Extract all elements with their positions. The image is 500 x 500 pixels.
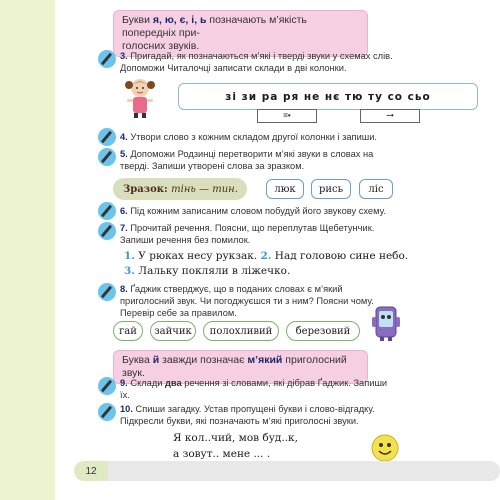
task-3 [98,50,486,74]
rule-text: Букви [122,14,153,26]
pencil-icon [98,50,116,68]
task-number: 9. [120,378,128,388]
word-chip [150,321,196,341]
pencil-icon [98,202,116,220]
task-text: Утвори слово з кожним складом другої колонки і запиши. [127,132,378,142]
syllables-box [178,83,478,110]
pencil-icon [98,403,116,421]
word-chip [359,179,393,199]
task-8 [98,283,486,319]
task-text: Допоможи Родзинці перетворити м’які звуки в словах на [127,149,374,159]
task-number: 10. [120,404,133,414]
task-6 [98,202,486,220]
rule-letters: й [152,354,160,366]
word-text: полохливий [209,325,273,337]
sentence-text: Над головою сине небо. [271,250,409,262]
page-number-text: 12 [85,465,97,477]
left-margin-strip [0,0,55,500]
schema-soft [360,109,420,123]
sentence-number: 1. [124,250,135,262]
word-chip [286,321,360,341]
rule-text: позначають м’якість попередніх при- [122,14,307,39]
rule-letters: я, ю, є, і, ь [152,14,207,26]
task-bold: два [165,378,182,388]
task-text: їх. [120,390,130,400]
pencil-icon [98,148,116,166]
word-chip [266,179,304,199]
schema-symbol: −• [386,111,394,120]
task-text: Склади [127,378,166,388]
example-label: Зразок: [123,183,168,195]
task-7 [98,222,486,246]
task-text: Підкресли букви, які позначають м’які приголосні звуки. [120,416,359,426]
word-chip [113,321,143,341]
rule-text: Буква [122,354,153,366]
task-number: 7. [120,223,128,233]
word-text: гай [119,325,137,337]
riddle-line [173,432,298,444]
word-text: люк [274,183,296,195]
task-text: речення зі словами, які дібрав Ґаджик. Запиши [181,378,388,388]
rule-text: завжди позначає [159,354,248,366]
task-number: 8. [120,284,128,294]
bottom-bar [108,461,500,481]
task-5 [98,148,486,172]
task-text: Запиши речення без помилок. [120,235,251,245]
task-text: Під кожним записаним словом побудуй його звукову схему. [127,206,386,216]
task-10 [98,403,486,427]
task-text: Пригадай, як позначаються м’які і тверді звуки у схемах слів. [127,51,393,61]
sentence-number: 2. [260,250,272,262]
task-text: Ґаджик стверджує, що в поданих словах є м’який [127,284,343,294]
word-text: ліс [368,183,384,195]
example-text: тінь — тин. [171,183,238,195]
task-number: 5. [120,149,128,159]
pencil-icon [98,377,116,395]
task-number: 4. [120,132,128,142]
riddle-text: Я кол..чий, мов буд..к, [173,432,298,444]
pencil-icon [98,222,116,240]
sentence-line [124,249,408,264]
sentence-line [124,264,290,279]
sentence-number: 3. [124,265,135,277]
rule-text: приголосний звук. [122,354,347,379]
task-text: Спиши загадку. Устав пропущені букви і слово-відгадку. [132,404,375,414]
word-chip [311,179,351,199]
riddle-text: а зовут.. мене ... . [173,448,271,460]
rule-text: голосних звуків. [122,40,200,52]
smiley-icon [371,434,399,462]
task-text: приголосний звук. Чи погоджуєшся ти з ним? Поясни чому. [120,296,374,306]
task-text: Допоможи Читалочці записати склади в дві колонки. [120,63,347,73]
word-chip [203,321,279,341]
pencil-icon [98,128,116,146]
girl-illustration [123,76,157,118]
rule-bold: м’який [247,354,283,366]
word-text: зайчик [154,325,192,337]
task-text: тверді. Запиши утворені слова за зразком. [120,161,305,171]
schema-symbol: =• [283,111,291,120]
task-text: Прочитай речення. Поясни, що переплутав Щебетунчик. [127,223,375,233]
task-text: Перевір себе за правилом. [120,308,237,318]
riddle-line [173,448,270,460]
sentence-text: У рюках несу рукзак. [134,250,258,262]
page-number [74,461,108,481]
word-text: березовий [295,325,351,337]
task-4 [98,128,486,146]
syllables-text: зі зи ра ря не нє тю ту со сьо [225,90,431,103]
pencil-icon [98,283,116,301]
example-pill [113,178,247,200]
task-number: 3. [120,51,128,61]
task-number: 6. [120,206,128,216]
robot-illustration [370,303,402,341]
sentence-text: Лальку покляли в ліжечко. [134,265,291,277]
schema-hard [257,109,317,123]
task-9 [98,377,486,401]
word-text: рись [318,183,344,195]
